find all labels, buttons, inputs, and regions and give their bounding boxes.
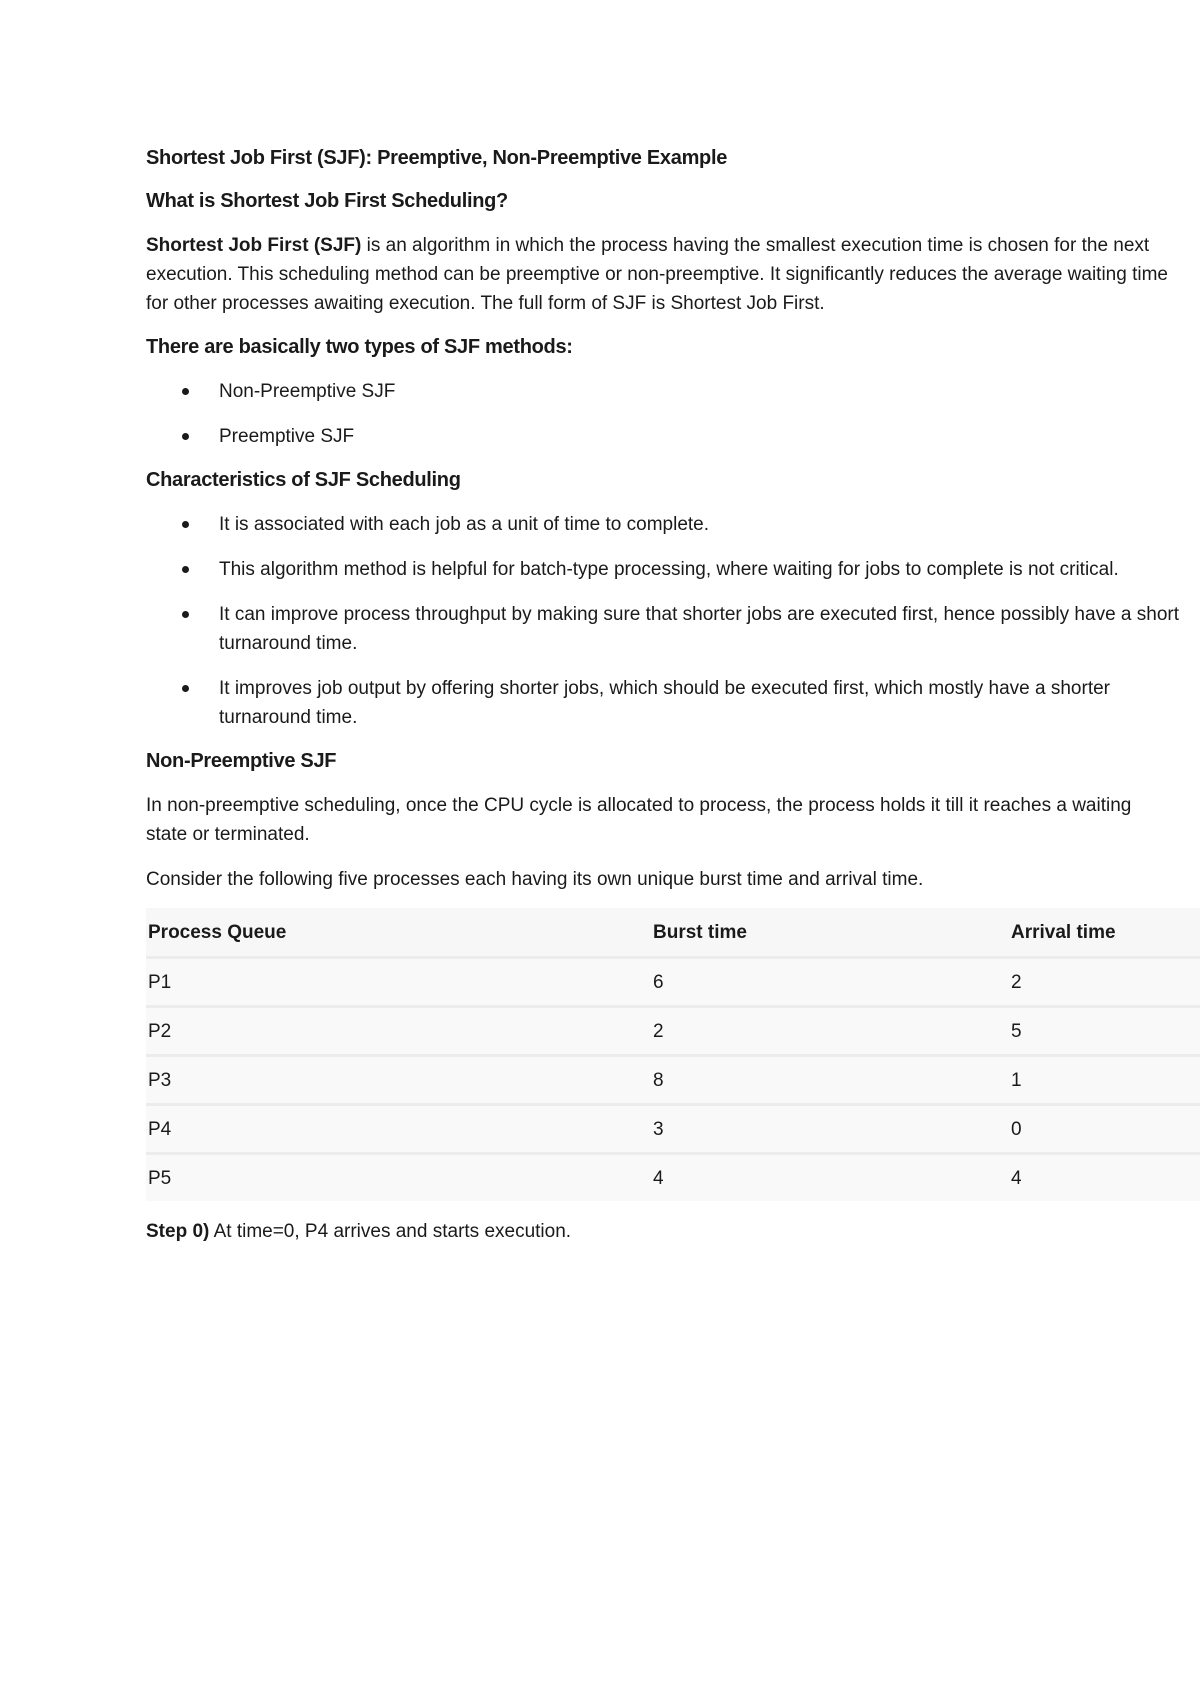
list-item — [146, 377, 1179, 406]
bullet-icon — [182, 566, 189, 573]
process-table — [146, 908, 1200, 1201]
cell-arrival-time: 4 — [1009, 1154, 1200, 1202]
cell-burst-time: 3 — [651, 1105, 1009, 1154]
list-item-text: Preemptive SJF — [219, 426, 355, 447]
cell-arrival-time: 1 — [1009, 1056, 1200, 1105]
list-item — [146, 674, 1179, 732]
list-item — [146, 555, 1179, 584]
heading-characteristics: Characteristics of SJF Scheduling — [146, 469, 461, 491]
non-preemptive-paragraph: In non-preemptive scheduling, once the CPU cycle is allocated to process, the process holds it till it reaches a waiting state or terminated. — [146, 795, 1132, 845]
cell-process: P2 — [146, 1007, 651, 1056]
document-page — [146, 140, 1200, 1246]
cell-process: P3 — [146, 1056, 651, 1105]
heading-what-is-sjf: What is Shortest Job First Scheduling? — [146, 190, 508, 212]
cell-burst-time: 2 — [651, 1007, 1009, 1056]
list-item-text: This algorithm method is helpful for batch-type processing, where waiting for jobs to complete is not critical. — [219, 559, 1119, 580]
list-item — [146, 422, 1179, 451]
cell-burst-time: 4 — [651, 1154, 1009, 1202]
table-row — [146, 958, 1200, 1007]
table-row — [146, 1056, 1200, 1105]
list-item-text: It can improve process throughput by making sure that shorter jobs are executed first, hence possibly have a short turnaround time. — [219, 604, 1180, 654]
cell-process: P5 — [146, 1154, 651, 1202]
cell-process: P1 — [146, 958, 651, 1007]
intro-paragraph — [146, 231, 1172, 318]
step-text: At time=0, P4 arrives and starts execution. — [209, 1221, 572, 1242]
bullet-icon — [182, 685, 189, 692]
cell-burst-time: 8 — [651, 1056, 1009, 1105]
list-item — [146, 510, 1179, 539]
cell-burst-time: 6 — [651, 958, 1009, 1007]
bullet-icon — [182, 611, 189, 618]
table-row — [146, 1154, 1200, 1202]
cell-arrival-time: 5 — [1009, 1007, 1200, 1056]
cell-arrival-time: 2 — [1009, 958, 1200, 1007]
table-row — [146, 1007, 1200, 1056]
bullet-icon — [182, 521, 189, 528]
intro-text: is an algorithm in which the process having the smallest execution time is chosen for the next execution. This scheduling method can be preemptive or non-preemptive. It significantly reduces the average waiting time for other processes awaiting execution. The full form of SJF is Shortest Job First. — [146, 235, 1168, 314]
list-item-text: Non-Preemptive SJF — [219, 381, 396, 402]
list-item-text: It is associated with each job as a unit of time to complete. — [219, 514, 710, 535]
bullet-icon — [182, 388, 189, 395]
heading-non-preemptive: Non-Preemptive SJF — [146, 750, 337, 772]
sjf-types-list — [146, 377, 1200, 451]
column-header-arrival-time: Arrival time — [1009, 908, 1200, 958]
table-row — [146, 1105, 1200, 1154]
heading-sjf-types: There are basically two types of SJF methods: — [146, 336, 573, 358]
list-item-text: It improves job output by offering shorter jobs, which should be executed first, which mostly have a shorter turnaround time. — [219, 678, 1110, 728]
column-header-process-queue: Process Queue — [146, 908, 651, 958]
intro-bold-term: Shortest Job First (SJF) — [146, 235, 362, 256]
column-header-burst-time: Burst time — [651, 908, 1009, 958]
list-item — [146, 600, 1179, 658]
step-label: Step 0) — [146, 1221, 210, 1242]
cell-arrival-time: 0 — [1009, 1105, 1200, 1154]
cell-process: P4 — [146, 1105, 651, 1154]
consider-paragraph: Consider the following five processes each having its own unique burst time and arrival time. — [146, 869, 924, 890]
characteristics-list — [146, 510, 1200, 732]
bullet-icon — [182, 433, 189, 440]
document-title: Shortest Job First (SJF): Preemptive, Non-Preemptive Example — [146, 147, 728, 169]
step-0-paragraph — [146, 1217, 1172, 1246]
table-header-row — [146, 908, 1200, 958]
